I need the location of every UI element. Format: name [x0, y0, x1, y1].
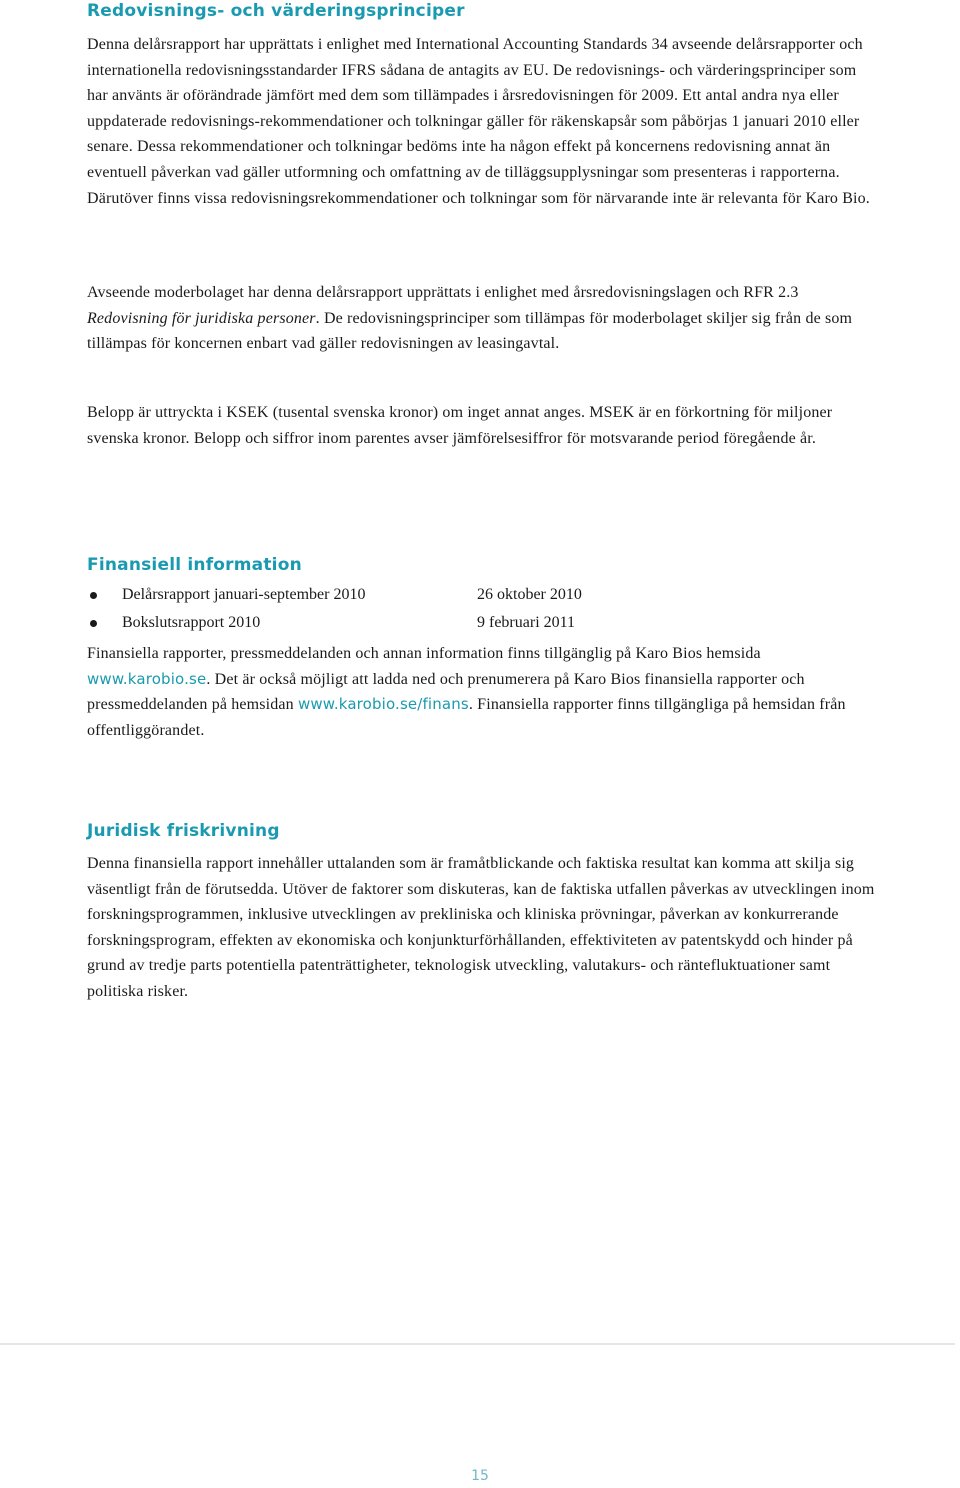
karobio-website-link[interactable]: www.karobio.se: [87, 669, 207, 688]
financial-info-text-a: Finansiella rapporter, pressmeddelanden och annan information finns tillgänglig på Karo Bios hemsida: [87, 645, 761, 662]
report-name: Bokslutsrapport 2010: [122, 614, 261, 631]
footer-website: www.karobio.se: [417, 1440, 543, 1456]
report-name: Delårsrapport januari-september 2010: [122, 586, 366, 603]
accounting-paragraph-3: Belopp är uttryckta i KSEK (tusental svenska kronor) om inget annat anges. MSEK är en förkortning för miljoner svenska kronor. Belopp och siffror inom parentes avser jämförelsesiffror för motsvarande period föregående år.: [87, 404, 833, 447]
financial-info-text-b: . Det är också möjligt att ladda ned och prenumerera på Karo Bios finansiella rapporter och pressmeddelanden på hemsidan: [87, 670, 805, 714]
report-date-list-item: [87, 610, 787, 636]
accounting-paragraph-2-italic: Redovisning för juridiska personer: [87, 309, 316, 327]
footer: [0, 1391, 960, 1457]
disclaimer-paragraph: Denna finansiella rapport innehåller uttalanden som är framåtblickande och faktiska resultat kan komma att skilja sig väsentligt från de förutsedda. Utöver de faktorer som diskuteras, kan de faktiska utfallen påverkas av utvecklingen inom forskningsprogrammen, inklusive utvecklingen av prekliniska och kliniska prövningar, påverkan av konkurrerande forskningsprogram, effekten av ekonomiska och konjunkturförhållanden, effektiviteten av patentskydd och hinder på grund av tredje parts potentiella patenträttigheter, teknologisk utveckling, valutakurs- och räntefluktuationer samt politiska risker.: [87, 855, 875, 1000]
accounting-paragraph-2-start: Avseende moderbolaget har denna delårsrapport upprättats i enlighet med årsredovisningslagen och RFR 2.3: [87, 284, 799, 301]
footer-divider: [0, 1343, 955, 1345]
page-number: 15: [471, 1468, 489, 1484]
report-date: 9 februari 2011: [477, 614, 576, 631]
financial-info-text-c: . Finansiella rapporter finns tillgängliga på hemsidan från offentliggörandet.: [87, 696, 846, 739]
accounting-paragraph-2: [87, 280, 877, 357]
accounting-paragraph-1: Denna delårsrapport har upprättats i enlighet med International Accounting Standards 34 avseende delårsrapporter och internationella redovisningsstandarder IFRS sådana de antagits av EU. De redovisnings- och värderingsprinciper som har använts är oförändrade jämfört med dem som tillämpades i årsredovisningen för 2009. Ett antal andra nya eller uppdaterade redovisnings-rekommendationer och tolkningar gäller för räkenskapsår som påbörjas 1 januari 2010 eller senare. Dessa rekommendationer och tolkningar bedöms inte ha någon effekt på koncernens redovisning annat än eventuell påverkan vad gäller utformning och omfattning av de tilläggsupplysningar som presenteras i rapporterna. Därutöver finns vissa redovisningsrekommendationer och tolkningar som för närvarande inte är relevanta för Karo Bio.: [87, 36, 870, 207]
footer-address: Novum, 141 57 Huddinge: [381, 1407, 579, 1423]
accounting-paragraph-2-end: . De redovisningsprinciper som tillämpas för moderbolaget skiljer sig från de som tillämpas för koncernen enbart vad gäller redovisningen av leasingavtal.: [87, 309, 853, 353]
bullet-icon: [90, 592, 97, 599]
bullet-icon: [90, 620, 97, 627]
financial-info-paragraph: [87, 641, 877, 743]
karobio-finance-link[interactable]: www.karobio.se/finans: [297, 695, 469, 714]
section-heading-accounting-principles: Redovisnings- och värderingsprinciper: [87, 1, 465, 21]
section-heading-financial-info: Finansiell information: [87, 555, 302, 575]
section-heading-legal-disclaimer: Juridisk friskrivning: [87, 821, 280, 841]
footer-phone: Telefon 08 608 60 00 Fax: 08 774 82 61: [326, 1424, 634, 1439]
footer-company: Karo Bio AB: [433, 1391, 526, 1406]
report-date: 26 oktober 2010: [477, 586, 582, 603]
report-date-list-item: [87, 582, 787, 608]
